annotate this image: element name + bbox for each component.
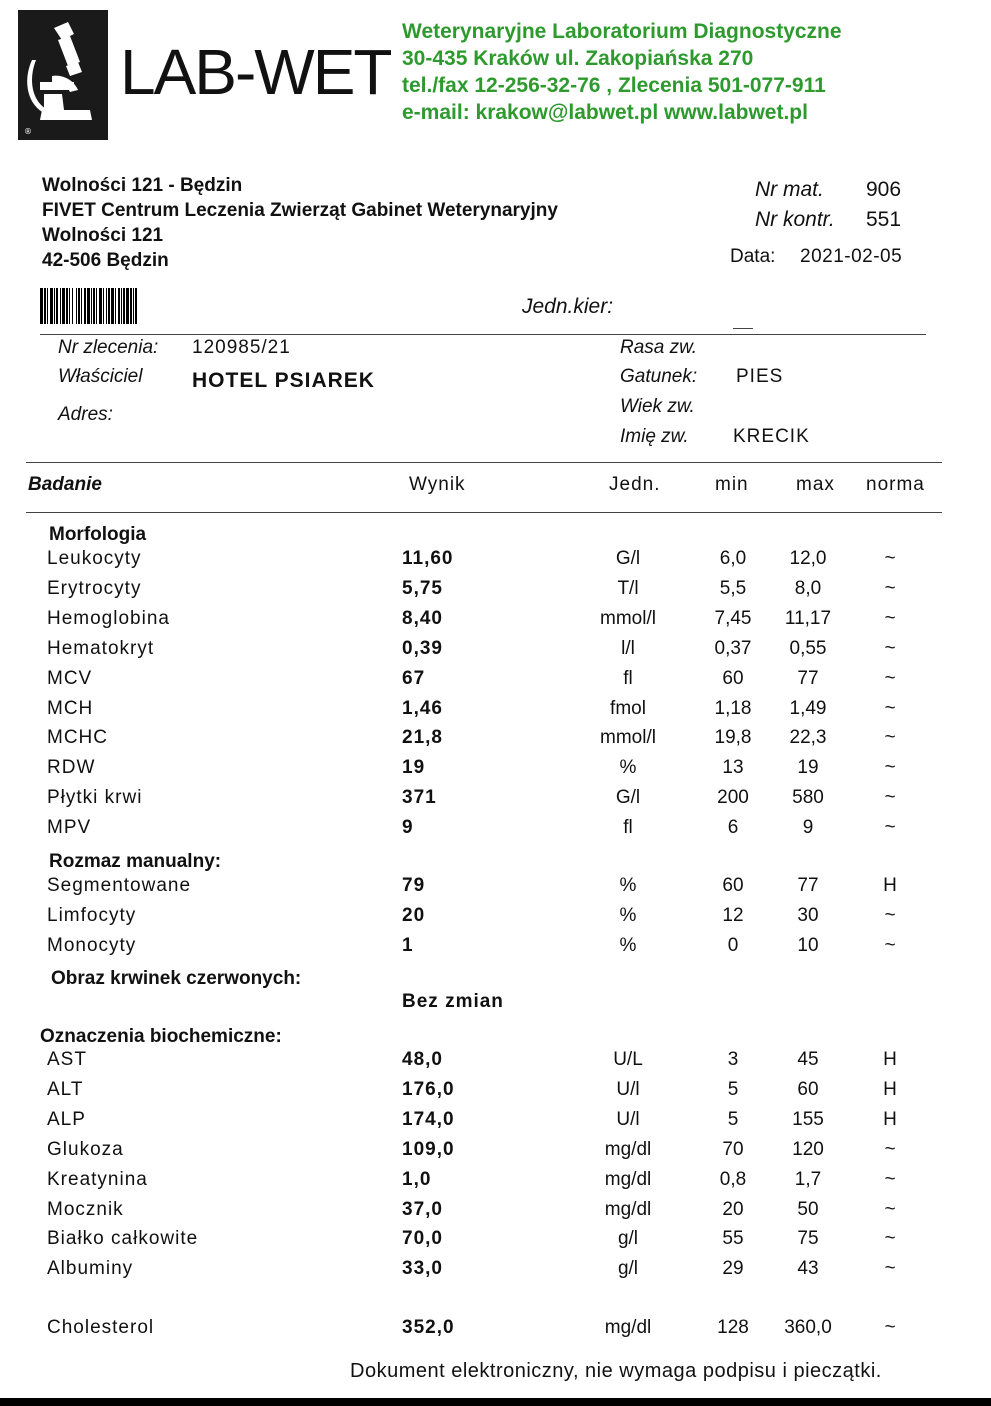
table-row: [0, 1169, 991, 1199]
lab-email-web: e-mail: krakow@labwet.pl www.labwet.pl: [402, 101, 808, 124]
ref-max: 1,49: [789, 697, 827, 719]
norm-flag: ~: [884, 757, 896, 779]
ref-min: 0: [727, 934, 739, 956]
ref-min: 13: [722, 757, 744, 779]
ref-max: 19: [797, 757, 819, 779]
lab-logo: [18, 10, 108, 140]
test-unit: mmol/l: [600, 607, 656, 629]
test-name: Kreatynina: [47, 1168, 148, 1190]
norm-flag: ~: [884, 1138, 896, 1160]
test-name: Hematokryt: [47, 637, 155, 659]
test-name: Segmentowane: [47, 875, 192, 896]
ref-max: 9: [802, 817, 814, 839]
ref-min: 29: [722, 1258, 744, 1280]
ref-min: 0,8: [719, 1168, 747, 1190]
test-unit: mg/dl: [604, 1138, 652, 1160]
table-row: [0, 817, 991, 847]
test-result: 11,60: [402, 548, 454, 569]
test-result: 371: [402, 787, 437, 809]
owner-label: Właściciel: [58, 366, 143, 387]
table-row: [0, 757, 991, 787]
table-row: [0, 1228, 991, 1258]
test-name: Albuminy: [47, 1258, 134, 1280]
rbc-picture-value: Bez zmian: [402, 991, 504, 1012]
test-unit: U/l: [616, 1078, 640, 1100]
test-result: 19: [402, 757, 426, 779]
date-value: 2021-02-05: [800, 246, 903, 267]
test-name: RDW: [47, 757, 96, 779]
table-row: [0, 698, 991, 728]
test-unit: fmol: [610, 697, 646, 719]
test-result: 20: [402, 904, 426, 926]
lab-contact-block: [402, 18, 842, 126]
norm-flag: ~: [884, 1228, 896, 1250]
norm-flag: ~: [884, 1317, 896, 1338]
divider: [733, 328, 753, 329]
test-name: AST: [47, 1049, 87, 1070]
col-header-unit: Jedn.: [609, 474, 661, 495]
clinic-address-block: [42, 173, 558, 273]
norm-flag: ~: [884, 904, 896, 926]
table-row: [0, 1317, 991, 1347]
clinic-line: FIVET Centrum Leczenia Zwierząt Gabinet Weterynaryjny: [42, 200, 558, 221]
test-unit: mg/dl: [604, 1168, 652, 1190]
svg-text:®: ®: [24, 127, 32, 136]
norm-flag: H: [883, 1108, 897, 1130]
test-name: Cholesterol: [47, 1317, 155, 1338]
ref-max: 360,0: [784, 1317, 832, 1338]
species-value: PIES: [736, 366, 784, 387]
test-result: 0,39: [402, 637, 443, 659]
lab-name: Weterynaryjne Laboratorium Diagnostyczne: [402, 20, 842, 43]
divider: [26, 462, 942, 463]
animal-name-label: Imię zw.: [620, 426, 689, 447]
test-name: Mocznik: [47, 1198, 124, 1220]
norm-flag: H: [883, 1078, 897, 1100]
test-unit: %: [619, 904, 637, 926]
test-name: Płytki krwi: [47, 787, 143, 809]
table-row: [0, 1109, 991, 1139]
table-row: [0, 1049, 991, 1079]
test-name: ALP: [47, 1108, 86, 1130]
ref-min: 1,18: [714, 697, 752, 719]
ref-max: 30: [797, 904, 819, 926]
section-rbc-picture: Obraz krwinek czerwonych:: [51, 968, 302, 989]
ref-max: 580: [792, 787, 824, 809]
test-unit: G/l: [615, 548, 641, 569]
ref-min: 6: [727, 817, 739, 839]
norm-flag: ~: [884, 727, 896, 749]
test-name: Glukoza: [47, 1138, 124, 1160]
lab-address: 30-435 Kraków ul. Zakopiańska 270: [402, 47, 754, 70]
divider: [40, 334, 926, 335]
ref-min: 55: [722, 1228, 744, 1250]
ref-min: 60: [722, 667, 744, 689]
owner-value: HOTEL PSIAREK: [192, 369, 375, 392]
table-row: [0, 1199, 991, 1229]
norm-flag: ~: [884, 1258, 896, 1280]
ref-min: 5: [727, 1078, 739, 1100]
ref-min: 5: [727, 1108, 739, 1130]
ref-min: 5,5: [719, 577, 747, 599]
test-result: 174,0: [402, 1108, 455, 1130]
test-unit: fl: [623, 667, 633, 689]
ref-max: 50: [797, 1198, 819, 1220]
test-unit: G/l: [615, 787, 641, 809]
barcode-bar: [137, 288, 140, 324]
order-number-value: 120985/21: [192, 337, 291, 358]
ref-max: 22,3: [789, 727, 827, 749]
test-unit: U/L: [613, 1049, 643, 1070]
section-morphology: Morfologia: [49, 524, 147, 545]
order-number-label: Nr zlecenia:: [58, 337, 159, 358]
col-header-result: Wynik: [409, 474, 466, 495]
norm-flag: H: [883, 1049, 897, 1070]
test-result: 33,0: [402, 1258, 443, 1280]
norm-flag: ~: [884, 577, 896, 599]
age-label: Wiek zw.: [620, 396, 695, 417]
norm-flag: ~: [884, 697, 896, 719]
norm-flag: ~: [884, 787, 896, 809]
test-name: Hemoglobina: [47, 607, 170, 629]
table-row: [0, 1079, 991, 1109]
test-result: 5,75: [402, 577, 443, 599]
test-result: 352,0: [402, 1317, 455, 1338]
species-label: Gatunek:: [620, 366, 698, 387]
test-result: 67: [402, 667, 426, 689]
test-result: 1: [402, 934, 414, 956]
test-name: MCH: [47, 697, 94, 719]
table-row: [0, 578, 991, 608]
bottom-bar: [0, 1398, 991, 1406]
nr-kontr-label: Nr kontr.: [755, 208, 835, 231]
test-name: Leukocyty: [47, 548, 142, 569]
table-row: [0, 548, 991, 578]
ref-max: 120: [792, 1138, 824, 1160]
logo-text: LAB-WET: [120, 36, 391, 108]
test-result: 109,0: [402, 1138, 455, 1160]
ref-min: 7,45: [714, 607, 752, 629]
test-unit: mmol/l: [600, 727, 656, 749]
test-name: MCHC: [47, 727, 108, 749]
table-row: [0, 608, 991, 638]
ref-max: 75: [797, 1228, 819, 1250]
nr-kontr-value: 551: [866, 208, 902, 231]
test-name: Erytrocyty: [47, 577, 142, 599]
test-unit: g/l: [617, 1258, 639, 1280]
test-result: 48,0: [402, 1049, 443, 1070]
test-name: Białko całkowite: [47, 1228, 199, 1250]
table-row: [0, 1258, 991, 1288]
test-unit: U/l: [616, 1108, 640, 1130]
col-header-norm: norma: [866, 474, 925, 495]
table-row: [0, 727, 991, 757]
test-name: MPV: [47, 817, 92, 839]
test-unit: g/l: [617, 1228, 639, 1250]
ref-max: 12,0: [789, 548, 827, 569]
nr-mat-label: Nr mat.: [755, 178, 824, 201]
table-row: [0, 905, 991, 935]
test-result: 70,0: [402, 1228, 443, 1250]
barcode: [40, 288, 292, 324]
microscope-icon: [18, 10, 108, 140]
norm-flag: ~: [884, 1168, 896, 1190]
norm-flag: ~: [884, 934, 896, 956]
ref-max: 155: [792, 1108, 824, 1130]
ref-max: 43: [797, 1258, 819, 1280]
test-unit: mg/dl: [604, 1317, 652, 1338]
date-label: Data:: [730, 246, 776, 267]
jedn-kier-label: Jedn.kier:: [522, 295, 614, 318]
divider: [26, 512, 942, 513]
norm-flag: ~: [884, 667, 896, 689]
address-label: Adres:: [58, 404, 113, 425]
ref-max: 45: [797, 1049, 819, 1070]
test-result: 79: [402, 875, 426, 896]
animal-name-value: KRECIK: [733, 426, 810, 447]
test-result: 37,0: [402, 1198, 443, 1220]
test-name: MCV: [47, 667, 93, 689]
ref-max: 11,17: [784, 607, 832, 629]
ref-min: 200: [717, 787, 749, 809]
section-manual-smear: Rozmaz manualny:: [49, 851, 222, 872]
test-name: Limfocyty: [47, 904, 137, 926]
table-row: [0, 668, 991, 698]
ref-min: 60: [722, 875, 744, 896]
norm-flag: ~: [884, 817, 896, 839]
col-header-max: max: [796, 474, 835, 495]
clinic-line: Wolności 121: [42, 225, 164, 246]
test-result: 21,8: [402, 727, 443, 749]
col-header-min: min: [715, 474, 749, 495]
test-result: 176,0: [402, 1078, 455, 1100]
breed-label: Rasa zw.: [620, 337, 698, 358]
ref-max: 60: [797, 1078, 819, 1100]
ref-min: 6,0: [719, 548, 747, 569]
col-header-test: Badanie: [28, 474, 102, 495]
test-name: ALT: [47, 1078, 84, 1100]
ref-min: 19,8: [714, 727, 752, 749]
test-result: 9: [402, 817, 414, 839]
norm-flag: ~: [884, 637, 896, 659]
ref-min: 0,37: [714, 637, 752, 659]
ref-max: 10: [797, 934, 819, 956]
norm-flag: ~: [884, 607, 896, 629]
clinic-line: 42-506 Będzin: [42, 250, 169, 271]
table-row: [0, 875, 991, 905]
ref-min: 70: [722, 1138, 744, 1160]
test-result: 1,0: [402, 1168, 432, 1190]
norm-flag: H: [883, 875, 897, 896]
ref-max: 8,0: [794, 577, 822, 599]
ref-min: 12: [722, 904, 744, 926]
footer-note: Dokument elektroniczny, nie wymaga podpisu i pieczątki.: [350, 1360, 882, 1382]
ref-max: 77: [797, 667, 819, 689]
norm-flag: ~: [884, 548, 896, 569]
norm-flag: ~: [884, 1198, 896, 1220]
test-unit: %: [619, 757, 637, 779]
table-row: [0, 638, 991, 668]
test-name: Monocyty: [47, 934, 137, 956]
ref-max: 1,7: [794, 1168, 822, 1190]
lab-phone: tel./fax 12-256-32-76 , Zlecenia 501-077-911: [402, 74, 826, 97]
ref-min: 128: [717, 1317, 749, 1338]
clinic-line: Wolności 121 - Będzin: [42, 175, 243, 196]
test-unit: l/l: [621, 637, 635, 659]
test-unit: %: [619, 934, 637, 956]
ref-min: 20: [722, 1198, 744, 1220]
test-result: 8,40: [402, 607, 443, 629]
table-row: [0, 1139, 991, 1169]
nr-mat-value: 906: [866, 178, 902, 201]
test-unit: fl: [623, 817, 633, 839]
ref-max: 77: [797, 875, 819, 896]
ref-min: 3: [727, 1049, 739, 1070]
test-unit: %: [619, 875, 637, 896]
table-row: [0, 787, 991, 817]
test-result: 1,46: [402, 697, 443, 719]
test-unit: T/l: [617, 577, 639, 599]
table-row: [0, 935, 991, 965]
test-unit: mg/dl: [604, 1198, 652, 1220]
ref-max: 0,55: [789, 637, 827, 659]
section-biochemistry: Oznaczenia biochemiczne:: [40, 1026, 282, 1047]
